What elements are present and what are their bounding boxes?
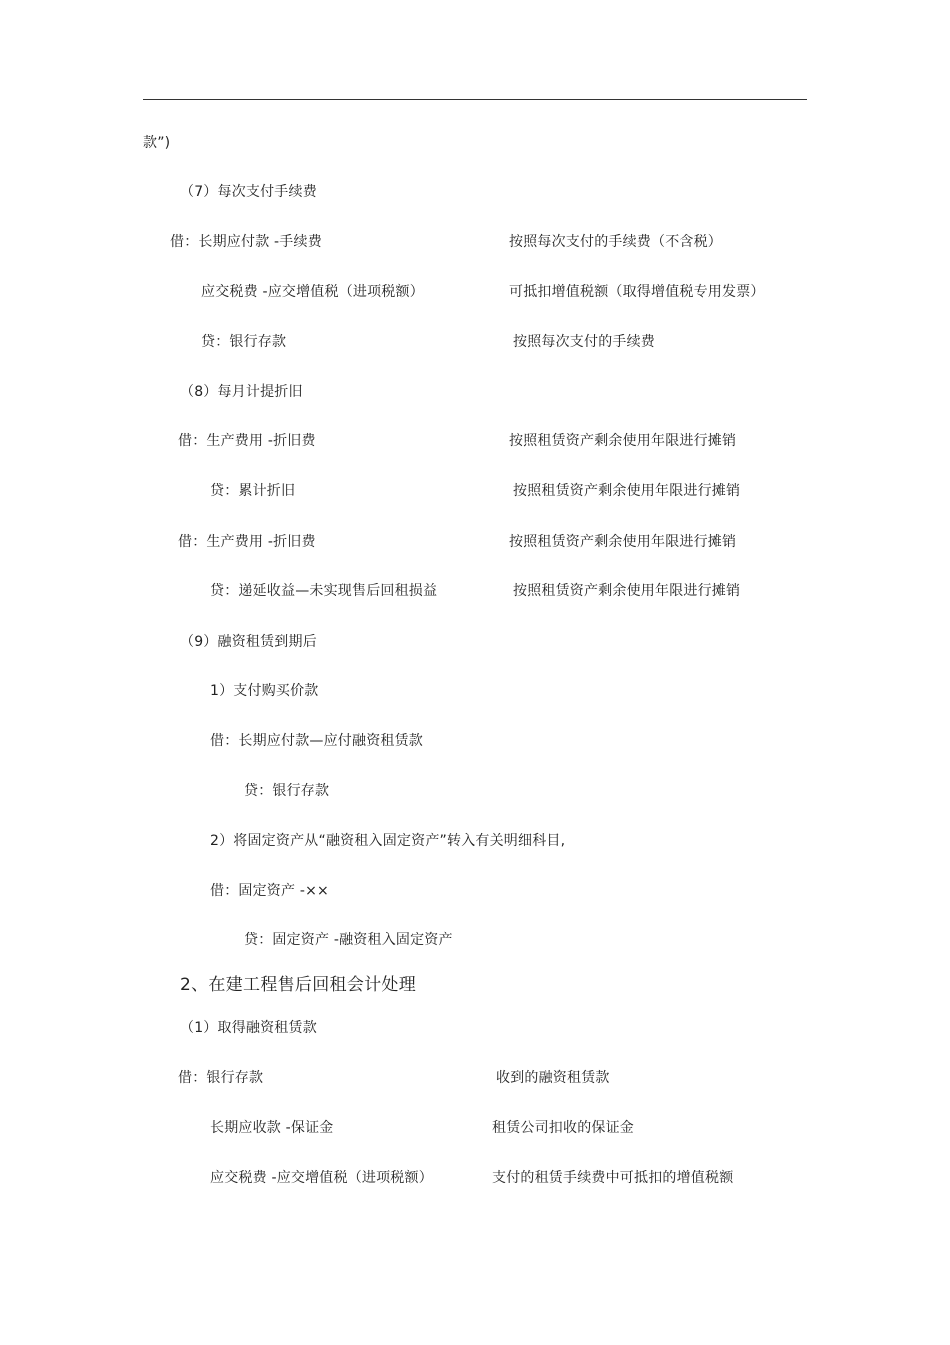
sub-heading: 1）支付购买价款 [210, 683, 319, 699]
journal-entry-note: 按照每次支付的手续费（不含税） [509, 234, 722, 250]
major-heading: 2、在建工程售后回租会计处理 [180, 975, 417, 995]
journal-entry-note: 租赁公司扣收的保证金 [492, 1120, 634, 1136]
journal-entry-account: 应交税费 -应交增值税（进项税额） [210, 1170, 433, 1186]
journal-entry-note: 按照租赁资产剩余使用年限进行摊销 [509, 534, 737, 550]
journal-entry-note: 支付的租赁手续费中可抵扣的增值税额 [492, 1170, 734, 1186]
journal-entry-note: 收到的融资租赁款 [496, 1070, 610, 1086]
journal-entry-account: 借：长期应付款 -手续费 [170, 234, 322, 250]
journal-entry-note: 按照租赁资产剩余使用年限进行摊销 [513, 483, 741, 499]
header-rule [143, 99, 807, 100]
journal-entry-account: 应交税费 -应交增值税（进项税额） [201, 284, 424, 300]
journal-entry-account: 贷：递延收益—未实现售后回租损益 [210, 583, 438, 599]
section-heading: （8）每月计提折旧 [180, 384, 303, 400]
sub-heading: 2）将固定资产从“融资租入固定资产”转入有关明细科目, [210, 833, 566, 849]
section-heading: （9）融资租赁到期后 [180, 634, 317, 650]
journal-entry-account: 贷：累计折旧 [210, 483, 296, 499]
journal-entry-account: 贷：固定资产 -融资租入固定资产 [244, 932, 453, 948]
journal-entry-note: 按照租赁资产剩余使用年限进行摊销 [513, 583, 741, 599]
journal-entry-account: 贷：银行存款 [244, 783, 330, 799]
journal-entry-account: 借：银行存款 [178, 1070, 264, 1086]
journal-entry-note: 可抵扣增值税额（取得增值税专用发票） [509, 284, 765, 300]
journal-entry-account: 长期应收款 -保证金 [210, 1120, 334, 1136]
journal-entry-account: 借：长期应付款—应付融资租赁款 [210, 733, 423, 749]
journal-entry-note: 按照租赁资产剩余使用年限进行摊销 [509, 433, 737, 449]
text-line: 款”) [143, 135, 171, 151]
journal-entry-account: 借：生产费用 -折旧费 [178, 534, 316, 550]
section-heading: （1）取得融资租赁款 [180, 1020, 317, 1036]
journal-entry-account: 贷：银行存款 [201, 334, 287, 350]
section-heading: （7）每次支付手续费 [180, 184, 317, 200]
journal-entry-account: 借：生产费用 -折旧费 [178, 433, 316, 449]
journal-entry-note: 按照每次支付的手续费 [513, 334, 655, 350]
journal-entry-account: 借：固定资产 -×× [210, 883, 329, 899]
